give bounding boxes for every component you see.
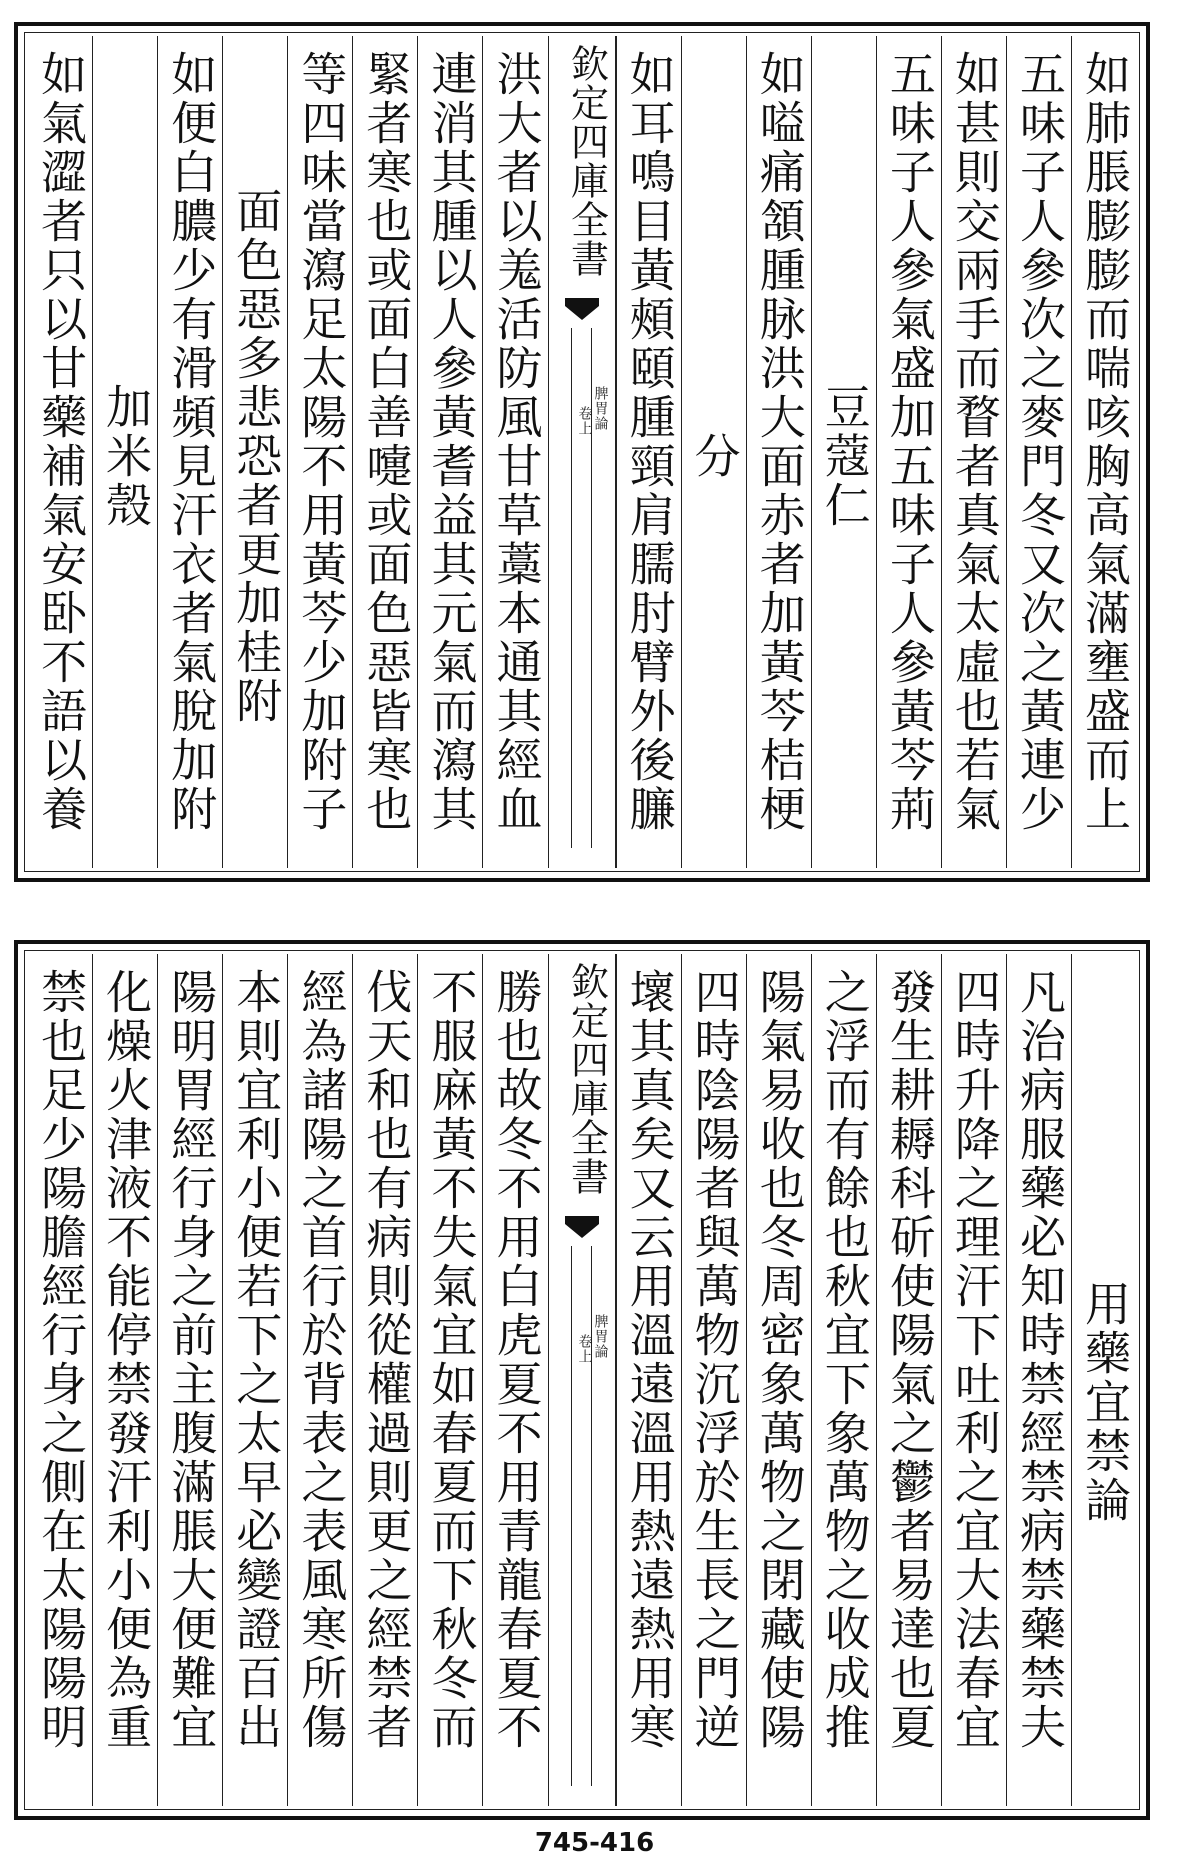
- column-text: 化燥火津液不能停禁發汗利小便為重: [99, 968, 154, 1752]
- text-column: [417, 954, 482, 1806]
- chapter-note: 脾胃論: [592, 386, 609, 431]
- center-fold-column: [548, 36, 616, 868]
- column-text: 如嗌痛頷腫脉洪大面赤者加黃芩桔梗: [752, 50, 807, 834]
- text-column: [681, 36, 746, 868]
- volume-note: 卷上: [576, 1334, 593, 1364]
- text-column: [811, 36, 876, 868]
- text-column: [352, 954, 417, 1806]
- chapter-note: 脾胃論: [592, 1314, 609, 1359]
- bottom-page: [14, 940, 1150, 1820]
- column-text: 本則宜利小便若下之太早必變證百出: [229, 968, 284, 1752]
- text-column: [287, 954, 352, 1806]
- fold-line: [571, 1246, 573, 1786]
- text-column: [157, 954, 222, 1806]
- column-text: 凡治病服藥必知時禁經禁病禁藥禁夫: [1012, 968, 1067, 1752]
- fold-line: [571, 328, 573, 848]
- text-column: [876, 36, 941, 868]
- text-column: [746, 954, 811, 1806]
- text-column: [1071, 36, 1136, 868]
- text-column: [681, 954, 746, 1806]
- column-text: 五味子人參氣盛加五味子人參黃芩荊: [882, 50, 937, 834]
- text-column: [92, 36, 157, 868]
- text-column: [746, 36, 811, 868]
- text-column: [876, 954, 941, 1806]
- text-column: [616, 954, 681, 1806]
- text-column: [222, 36, 287, 868]
- column-text: 洪大者以羗活防風甘草藁本通其經血: [489, 50, 544, 834]
- text-column: [1006, 954, 1071, 1806]
- column-text: 分: [687, 431, 742, 481]
- column-text: 陽氣易收也冬周密象萬物之閉藏使陽: [752, 968, 807, 1752]
- column-text: 如便白膿少有滑頻見汗衣者氣脫加附: [164, 50, 219, 834]
- column-text: 發生耕耨科斫使陽氣之鬱者易達也夏: [882, 968, 937, 1752]
- text-column: [482, 36, 547, 868]
- column-text: 四時升降之理汗下吐利之宜大法春宜: [947, 968, 1002, 1752]
- text-column: [28, 954, 92, 1806]
- fishtail-mark-icon: [565, 298, 599, 324]
- bottom-page-columns: [28, 954, 1136, 1806]
- text-column: [482, 954, 547, 1806]
- top-page-columns: [28, 36, 1136, 868]
- text-column: [222, 954, 287, 1806]
- column-text: 如甚則交兩手而瞀者真氣太虛也若氣: [947, 50, 1002, 834]
- column-text: 伐天和也有病則從權過則更之經禁者: [359, 968, 414, 1752]
- column-text: 經為諸陽之首行於背表之表風寒所傷: [294, 968, 349, 1752]
- column-text: 面色惡多悲恐者更加桂附: [229, 186, 284, 726]
- column-text: 如肺脹膨膨而喘咳胸高氣滿壅盛而上: [1078, 50, 1132, 834]
- column-text: 等四味當瀉足太陽不用黃芩少加附子: [294, 50, 349, 834]
- text-column: [352, 36, 417, 868]
- column-text: 禁也足少陽膽經行身之側在太陽陽明: [34, 968, 89, 1752]
- column-text: 之浮而有餘也秋宜下象萬物之收成推: [817, 968, 872, 1752]
- column-text: 不服麻黃不失氣宜如春夏而下秋冬而: [424, 968, 479, 1752]
- center-fold-column: [548, 954, 616, 1806]
- column-text: 五味子人參次之麥門冬又次之黃連少: [1012, 50, 1067, 834]
- text-column: [28, 36, 92, 868]
- column-text: 豆蔻仁: [817, 382, 872, 530]
- column-text: 連消其腫以人參黃耆益其元氣而瀉其: [424, 50, 479, 834]
- text-column: [157, 36, 222, 868]
- text-column: [616, 36, 681, 868]
- top-page: [14, 22, 1150, 882]
- section-heading: 用藥宜禁論: [1078, 1279, 1132, 1525]
- column-text: 加米殼: [99, 382, 154, 530]
- text-column: [941, 954, 1006, 1806]
- volume-note: 卷上: [576, 406, 593, 436]
- page-number: 745-416: [534, 1828, 655, 1858]
- column-text: 壞其真矣又云用溫遠溫用熱遠熱用寒: [622, 968, 677, 1752]
- text-column: [417, 36, 482, 868]
- text-column: [287, 36, 352, 868]
- text-column: [1071, 954, 1136, 1806]
- column-text: 陽明胃經行身之前主腹滿脹大便難宜: [164, 968, 219, 1752]
- column-text: 四時陰陽者與萬物沉浮於生長之門逆: [687, 968, 742, 1752]
- fishtail-mark-icon: [565, 1216, 599, 1242]
- text-column: [811, 954, 876, 1806]
- text-column: [92, 954, 157, 1806]
- column-text: 勝也故冬不用白虎夏不用青龍春夏不: [489, 968, 544, 1752]
- text-column: [1006, 36, 1071, 868]
- text-column: [941, 36, 1006, 868]
- column-text: 緊者寒也或面白善嚏或面色惡皆寒也: [359, 50, 414, 834]
- column-text: 如氣澀者只以甘藥補氣安卧不語以養: [34, 50, 89, 834]
- book-title: 欽定四庫全書: [564, 44, 609, 278]
- book-title: 欽定四庫全書: [564, 962, 609, 1196]
- column-text: 如耳鳴目黃頰頤腫頸肩臑肘臂外後臁: [622, 50, 677, 834]
